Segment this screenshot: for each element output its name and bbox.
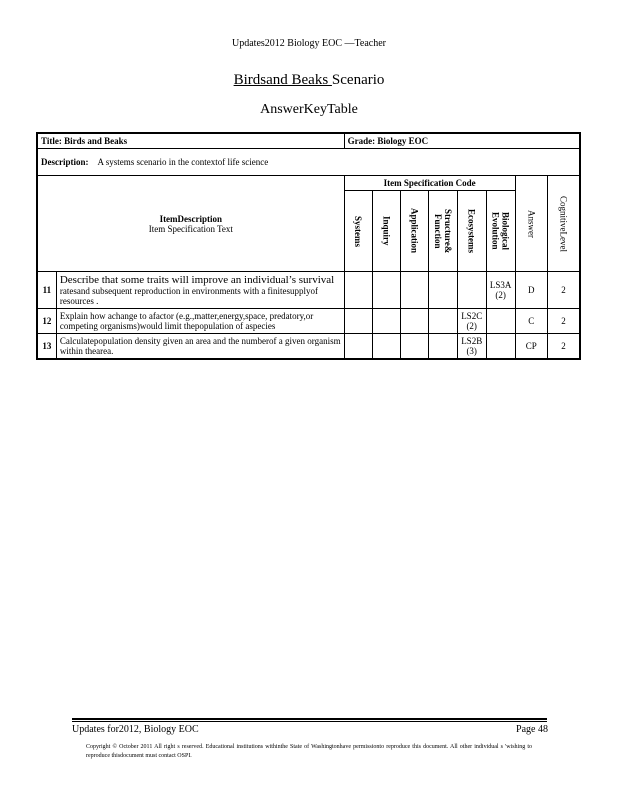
row-number: 12 <box>37 309 56 334</box>
row-code: LS2C (2) <box>457 309 486 334</box>
grade-cell <box>344 133 580 149</box>
row-answer: D <box>515 272 547 309</box>
table-row <box>37 272 580 309</box>
title-value: Birds and Beaks <box>64 136 128 146</box>
row-number: 11 <box>37 272 56 309</box>
scenario-title-tail: Scenario <box>331 72 385 88</box>
table-row <box>37 309 580 334</box>
col-ecosystems: Ecosystems <box>457 191 486 272</box>
footer-divider-thin <box>72 721 547 722</box>
col-biological-evolution: Biological Evolution <box>486 191 515 272</box>
grade-value: Biology EOC <box>377 136 429 146</box>
row-answer: CP <box>515 334 547 360</box>
cognitive-level-header: CognitiveLevel <box>547 176 580 272</box>
col-application: Application <box>400 191 428 272</box>
row-answer: C <box>515 309 547 334</box>
col-inquiry: Inquiry <box>372 191 400 272</box>
row-level: 2 <box>547 334 580 360</box>
item-spec-text-label: Item Specification Text <box>148 223 233 234</box>
row-description: Calculatepopulation density given an area and the numberof a given organism within thearea. <box>56 334 344 360</box>
row-description: Explain how achange to afactor (e.g.,matter,energy,space, predatory,or competing organisms)would limit thepopulation of aspecies <box>56 309 344 334</box>
answer-key-table <box>36 132 581 360</box>
description-value: A systems scenario in the contextof life science <box>97 157 269 167</box>
row-level: 2 <box>547 272 580 309</box>
answer-key-heading: AnswerKeyTable <box>260 102 358 117</box>
row-code: LS2B (3) <box>457 334 486 360</box>
row-code: LS3A (2) <box>486 272 515 309</box>
copyright-notice: Copyright © October 2011 All right s reserved. Educational institutions withinthe State of Washingtonhave permissionto reproduce this document. All other individual s 'wishing to reproduce thisdocument must contact OSPI. <box>86 744 532 759</box>
row-level: 2 <box>547 309 580 334</box>
col-structure-function: Structure& Function <box>429 191 458 272</box>
description-label: Description: <box>41 157 89 167</box>
scenario-title <box>0 72 618 89</box>
title-row <box>37 133 580 149</box>
item-spec-code-header: Item Specification Code <box>344 176 515 191</box>
grade-label: Grade: <box>347 136 376 146</box>
answer-header: Answer <box>515 176 547 272</box>
row-number: 13 <box>37 334 56 360</box>
spec-header-row <box>37 176 580 191</box>
page-header: Updates2012 Biology EOC —Teacher <box>232 38 386 49</box>
footer-divider <box>72 718 547 720</box>
item-description-label: ItemDescription <box>159 213 223 224</box>
item-description-header <box>37 176 344 272</box>
page-number: Page 48 <box>516 724 548 735</box>
col-systems: Systems <box>344 191 372 272</box>
footer-left: Updates for2012, Biology EOC <box>72 724 199 735</box>
description-row <box>37 149 580 176</box>
title-cell <box>37 133 344 149</box>
title-label: Title: <box>41 136 62 146</box>
table-row <box>37 334 580 360</box>
scenario-title-main: Birdsand Beaks <box>233 72 332 88</box>
description-cell <box>37 149 580 176</box>
row-description: Describe that some traits will improve an individual’s survival ratesand subsequent reproduction in environments with a finitesupplyof resources . <box>56 272 344 309</box>
